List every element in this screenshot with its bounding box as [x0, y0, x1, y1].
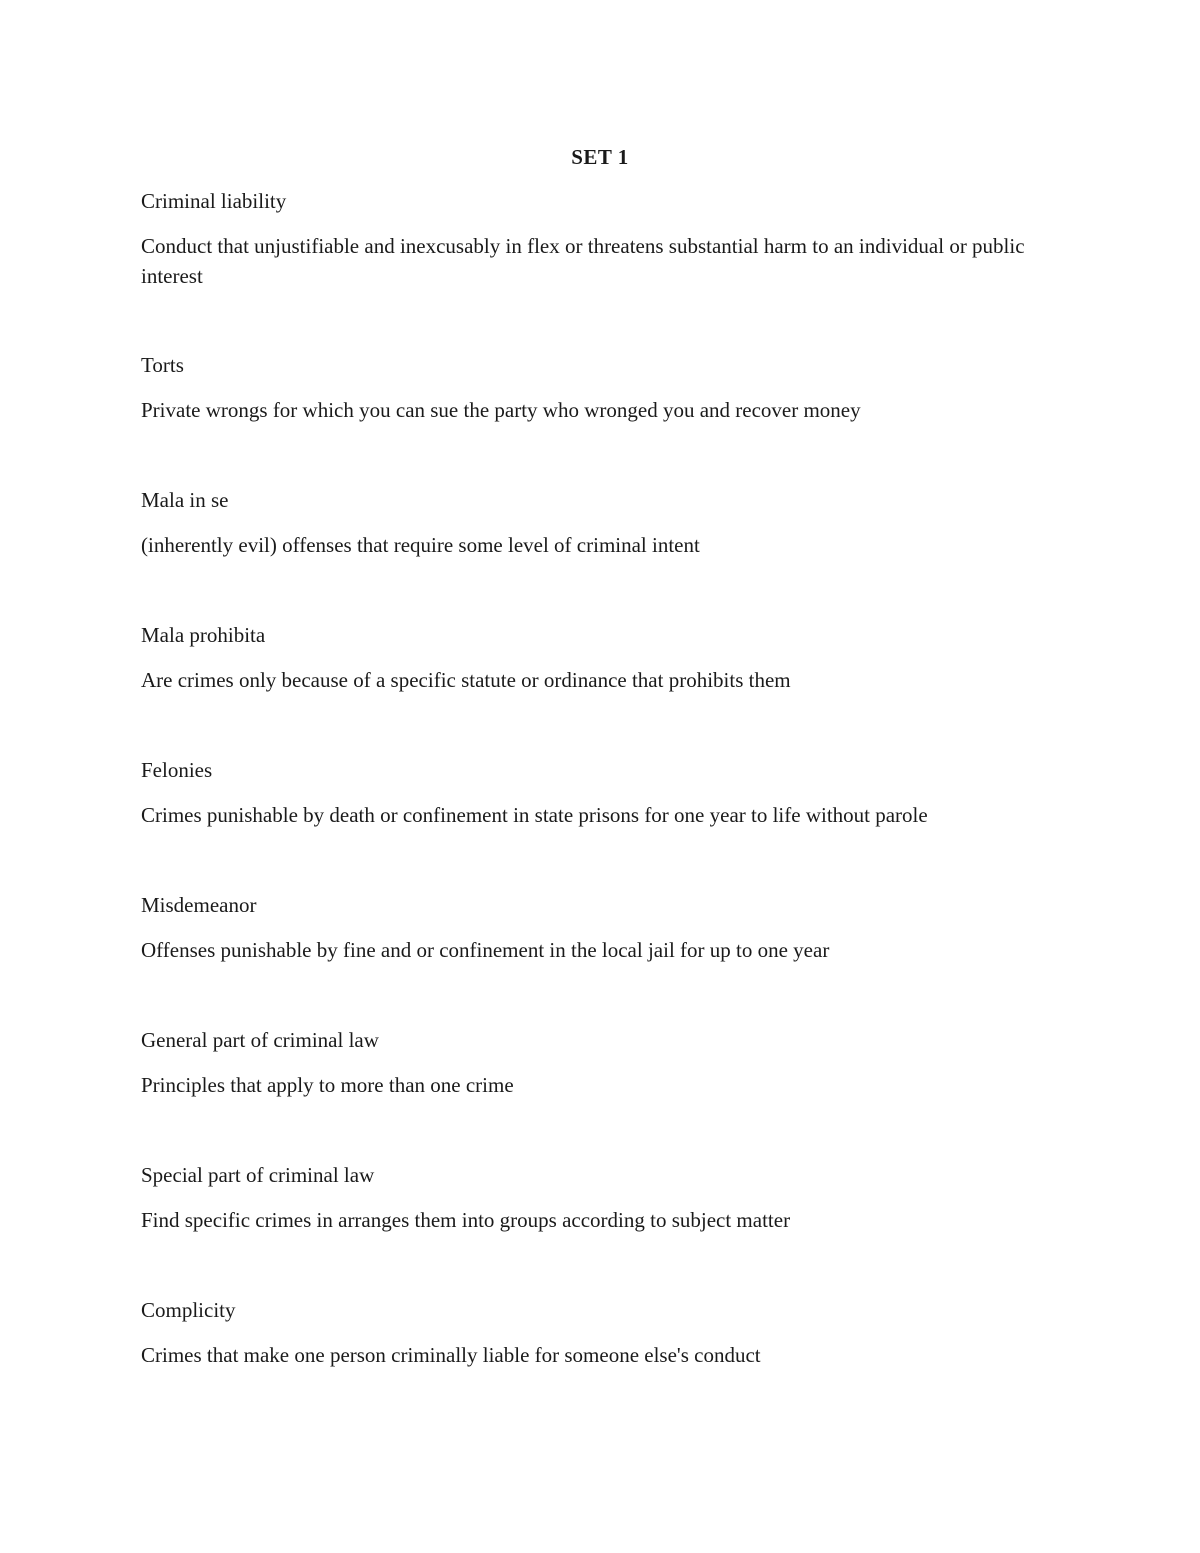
- entry-definition: Crimes that make one person criminally liable for someone else's conduct: [141, 1343, 761, 1367]
- entry-term: General part of criminal law: [141, 1028, 379, 1052]
- document-title: SET 1: [571, 145, 629, 169]
- entry-term: Criminal liability: [141, 189, 287, 213]
- entry-term: Mala in se: [141, 488, 229, 512]
- glossary-entry: [141, 186, 1056, 350]
- entry-definition: (inherently evil) offenses that require some level of criminal intent: [141, 533, 700, 557]
- entry-definition: Crimes punishable by death or confinement in state prisons for one year to life without parole: [141, 803, 928, 827]
- glossary-entry: [141, 890, 1056, 1025]
- glossary-entry: [141, 1160, 1056, 1295]
- entry-definition: Offenses punishable by fine and or confinement in the local jail for up to one year: [141, 938, 830, 962]
- entry-term: Mala prohibita: [141, 623, 266, 647]
- glossary-entry: [141, 755, 1056, 890]
- glossary-entry: [141, 485, 1056, 620]
- entry-term: Special part of criminal law: [141, 1163, 375, 1187]
- entry-term: Felonies: [141, 758, 213, 782]
- glossary-entry: [141, 1295, 1056, 1430]
- entry-term: Misdemeanor: [141, 893, 257, 917]
- entry-definition: Private wrongs for which you can sue the party who wronged you and recover money: [141, 398, 861, 422]
- glossary-entry: [141, 620, 1056, 755]
- entry-definition: Are crimes only because of a specific statute or ordinance that prohibits them: [141, 668, 791, 692]
- entry-term: Torts: [141, 353, 184, 377]
- entry-term: Complicity: [141, 1298, 236, 1322]
- entry-definition: Principles that apply to more than one crime: [141, 1073, 514, 1097]
- glossary-entry: [141, 350, 1056, 485]
- glossary-list: [141, 186, 1056, 1430]
- glossary-entry: [141, 1025, 1056, 1160]
- entry-definition: Find specific crimes in arranges them into groups according to subject matter: [141, 1208, 791, 1232]
- entry-definition: Conduct that unjustifiable and inexcusably in flex or threatens substantial harm to an individual or public interest: [141, 234, 1025, 288]
